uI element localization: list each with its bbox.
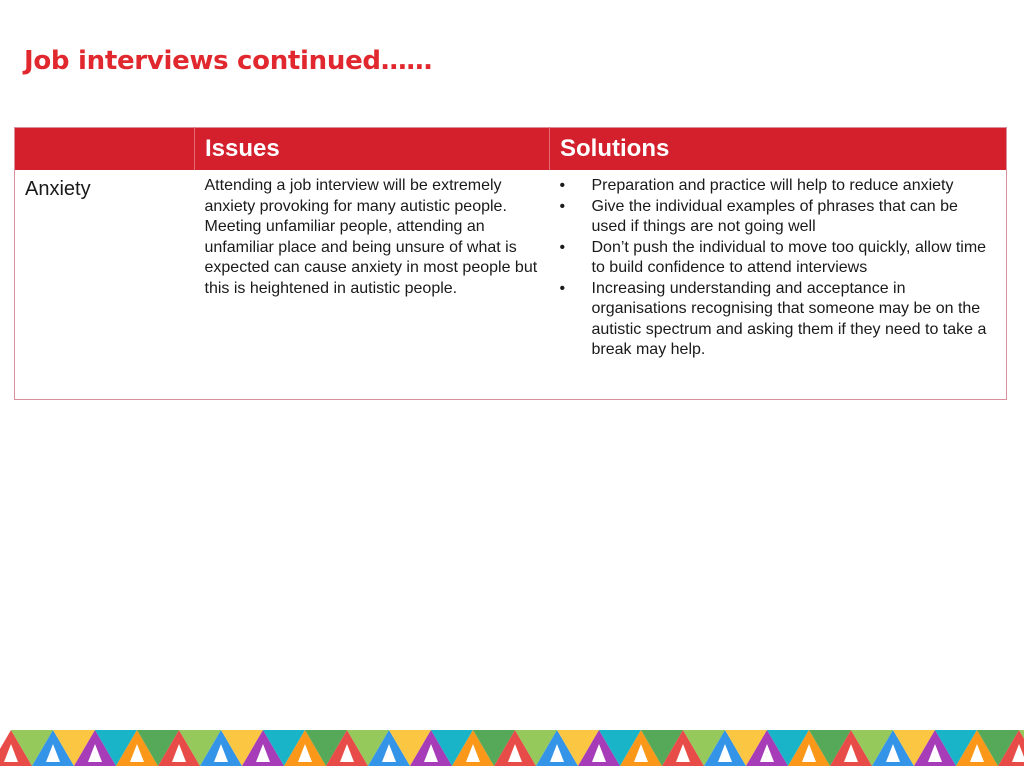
solution-item: • Increasing understanding and acceptance in organisations recognising that someone may be on the autistic spectrum and asking them if they need to take a break may help. (560, 279, 997, 361)
topic-cell: Anxiety (25, 178, 91, 200)
footer-banner (0, 728, 1024, 768)
table-header-row (15, 128, 1007, 171)
page-title: Job interviews continued…… (24, 46, 433, 76)
header-topic (15, 128, 195, 171)
solutions-list (560, 176, 997, 361)
solutions-cell (550, 170, 1007, 400)
table-row (15, 170, 1007, 400)
header-solutions: Solutions (550, 128, 1007, 171)
solution-item: • Don’t push the individual to move too quickly, allow time to build confidence to attend interviews (560, 238, 997, 279)
header-issues: Issues (195, 128, 550, 171)
solution-item: • Preparation and practice will help to reduce anxiety (560, 176, 997, 197)
issues-solutions-table (14, 127, 1007, 400)
solution-item: • Give the individual examples of phrases that can be used if things are not going well (560, 197, 997, 238)
issue-cell: Attending a job interview will be extremely anxiety provoking for many autistic people. Meeting unfamiliar people, attending an unfamiliar place and being unsure of what is expected can cause anxiety in most people but this is heightened in autistic people. (204, 177, 538, 297)
